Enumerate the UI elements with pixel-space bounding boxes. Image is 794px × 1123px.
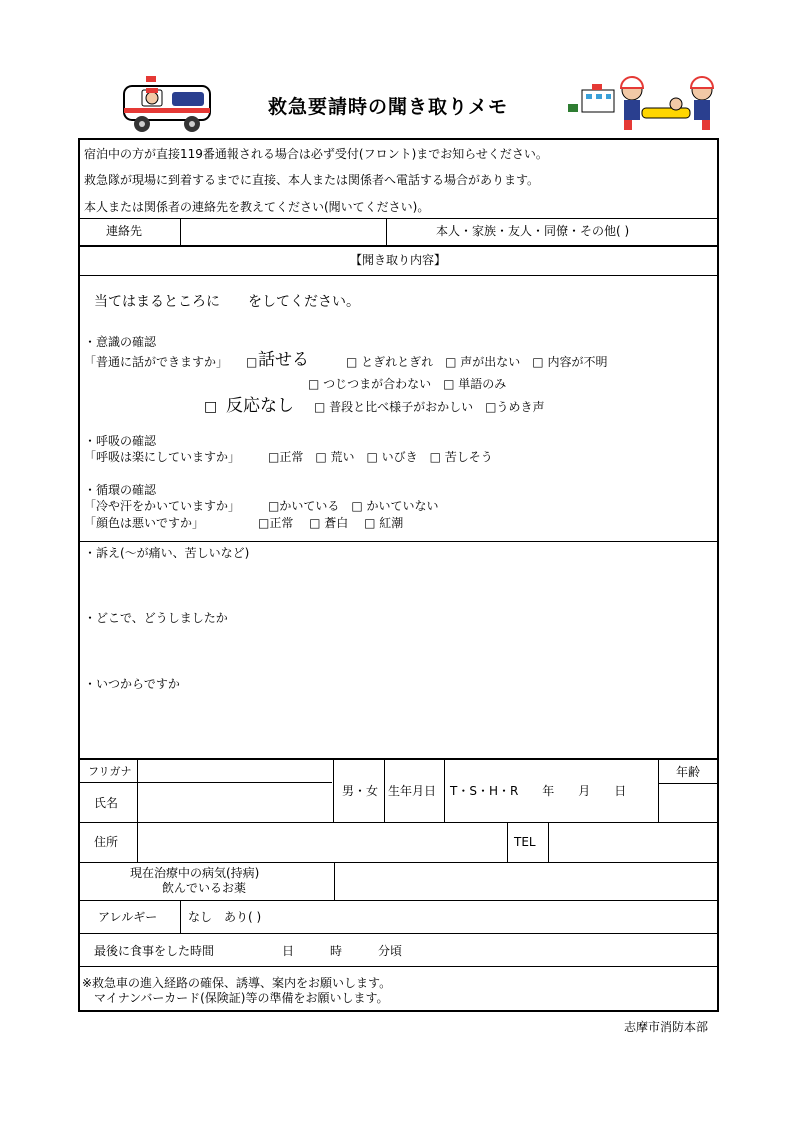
- allergy-field[interactable]: なし あり( ): [188, 910, 262, 924]
- breathing-question: 「呼吸は楽にしていますか」: [84, 450, 241, 464]
- complaint-prompt: ・訴え(～が痛い、苦しいなど): [84, 546, 250, 560]
- can-talk-label: 話せる: [258, 350, 309, 370]
- page-title: 救急要請時の聞き取りメモ: [268, 96, 509, 118]
- instruction-text: 当てはまるところに をしてください。: [94, 294, 360, 310]
- footer-organization: 志摩市消防本部: [623, 1020, 708, 1034]
- interview-header: 【聞き取り内容】: [350, 253, 447, 267]
- consciousness-options-3[interactable]: □ 普段と比べ様子がおかしい □うめき声: [314, 400, 545, 414]
- note-line-2: マイナンバーカード(保険証)等の準備をお願いします。: [82, 991, 389, 1005]
- notice-line-1: 宿泊中の方が直接119番通報される場合は必ず受付(フロント)までお知らせください。: [84, 147, 548, 161]
- name-label: 氏名: [94, 796, 119, 810]
- sweat-options[interactable]: □かいている □ かいていない: [268, 499, 439, 513]
- furigana-label: フリガナ: [88, 765, 132, 778]
- address-label: 住所: [94, 835, 119, 849]
- contact-relation: 本人・家族・友人・同僚・その他( ): [436, 224, 630, 238]
- notice-line-3: 本人または関係者の連絡先を教えてください(聞いてください)。: [84, 200, 430, 214]
- meal-label: 最後に食事をした時間: [94, 944, 215, 958]
- meal-field[interactable]: 日 時 分頃: [282, 944, 403, 958]
- no-response-checkbox[interactable]: □: [204, 399, 218, 415]
- sweat-question: 「冷や汗をかいていますか」: [84, 499, 241, 513]
- allergy-label: アレルギー: [98, 910, 158, 924]
- consciousness-heading: ・意識の確認: [84, 335, 157, 349]
- can-talk-checkbox[interactable]: □: [246, 355, 258, 369]
- complexion-options[interactable]: □正常 □ 蒼白 □ 紅潮: [258, 516, 404, 530]
- ambulance-illustration: [120, 74, 216, 136]
- birth-label: 生年月日: [388, 784, 437, 798]
- rescue-team-illustration: [566, 74, 724, 136]
- breathing-options[interactable]: □正常 □ 荒い □ いびき □ 苦しそう: [268, 450, 493, 464]
- consciousness-question: 「普通に話ができますか」: [84, 355, 229, 369]
- when-prompt: ・いつからですか: [84, 677, 180, 691]
- birth-field[interactable]: T・S・H・R 年 月 日: [450, 784, 627, 798]
- contact-label: 連絡先: [106, 224, 143, 238]
- circulation-heading: ・循環の確認: [84, 483, 157, 497]
- sex-field[interactable]: 男・女: [342, 784, 379, 798]
- breathing-heading: ・呼吸の確認: [84, 434, 157, 448]
- illness-label-1: 現在治療中の病気(持病): [130, 866, 260, 880]
- contact-field[interactable]: [184, 220, 384, 242]
- age-label: 年齢: [676, 765, 701, 779]
- no-response-label: 反応なし: [226, 396, 294, 416]
- consciousness-options-2[interactable]: □ つじつまが合わない □ 単語のみ: [308, 377, 507, 391]
- consciousness-options-1[interactable]: □ とぎれとぎれ □ 声が出ない □ 内容が不明: [346, 355, 608, 369]
- memo-form: [78, 138, 719, 1012]
- tel-label: TEL: [514, 835, 536, 849]
- note-line-1: ※救急車の進入経路の確保、誘導、案内をお願いします。: [82, 976, 392, 990]
- where-prompt: ・どこで、どうしましたか: [84, 611, 228, 625]
- illness-label-2: 飲んでいるお薬: [162, 881, 247, 895]
- notice-line-2: 救急隊が現場に到着するまでに直接、本人または関係者へ電話する場合があります。: [84, 173, 540, 187]
- complexion-question: 「顔色は悪いですか」: [84, 516, 205, 530]
